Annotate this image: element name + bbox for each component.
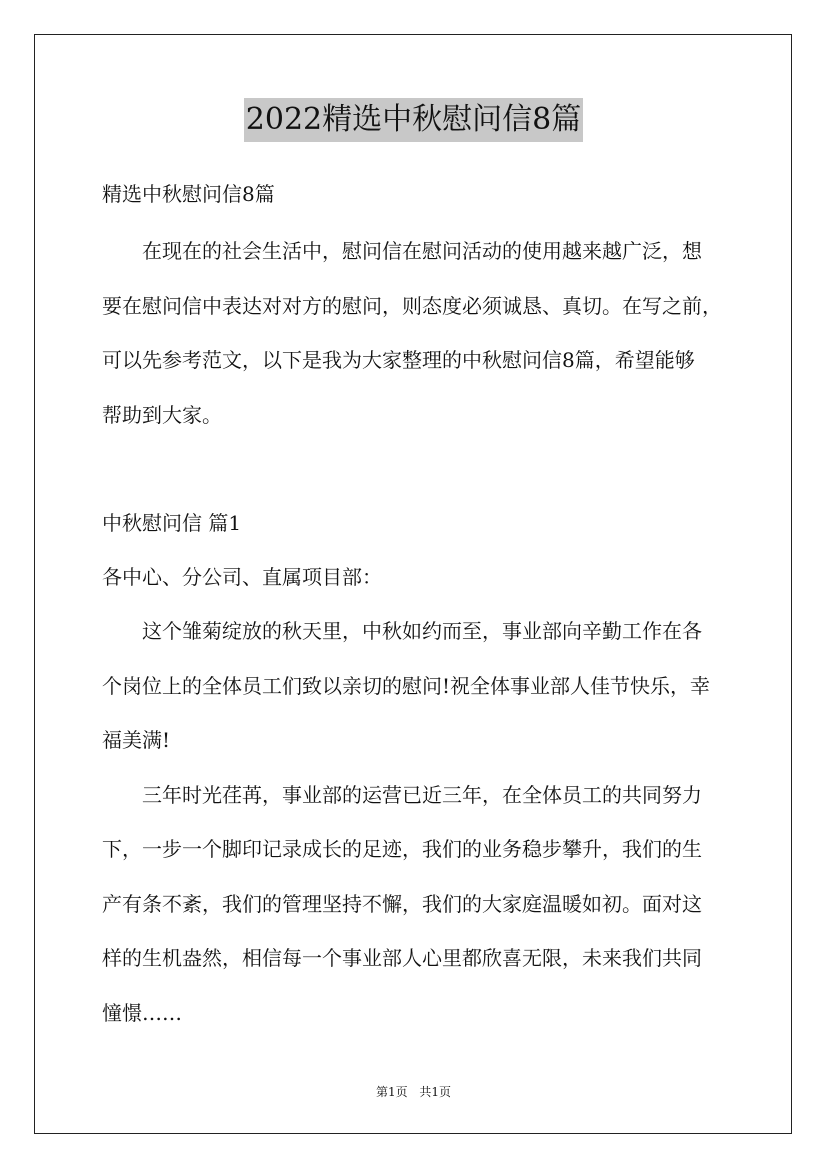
- document-body: [102, 164, 742, 1040]
- intro-line: 可以先参考范文，以下是我为大家整理的中秋慰问信8篇，希望能够: [102, 348, 695, 372]
- intro-line: 要在慰问信中表达对对方的慰问，则态度必须诚恳、真切。在写之前，: [102, 293, 722, 318]
- paragraph-line: 这个雏菊绽放的秋天里，中秋如约而至，事业部向辛勤工作在各: [142, 619, 702, 643]
- page-number-total: 共1页: [419, 1085, 452, 1099]
- document-subtitle: 精选中秋慰问信8篇: [102, 182, 275, 206]
- paragraph-line: 三年时光荏苒，事业部的运营已近三年，在全体员工的共同努力: [142, 782, 702, 807]
- paragraph-line: 样的生机盎然，相信每一个事业部人心里都欣喜无限，未来我们共同: [102, 946, 702, 970]
- addressee: 各中心、分公司、直属项目部：: [102, 565, 382, 589]
- paragraph-line: 产有条不紊，我们的管理坚持不懈，我们的大家庭温暖如初。面对这: [102, 891, 702, 916]
- paragraph-line: 憧憬……: [102, 1000, 182, 1025]
- intro-line: 帮助到大家。: [102, 402, 222, 427]
- blank-line: [102, 442, 742, 496]
- paragraph-line: 个岗位上的全体员工们致以亲切的慰问!祝全体事业部人佳节快乐，幸: [102, 673, 711, 698]
- intro-paragraph: [102, 224, 742, 442]
- page-number-current: 第1页: [375, 1085, 408, 1099]
- section-heading: 中秋慰问信 篇1: [102, 511, 242, 535]
- intro-line: 在现在的社会生活中，慰问信在慰问活动的使用越来越广泛，想: [142, 239, 702, 263]
- body-paragraph-1: [102, 604, 742, 768]
- paragraph-line: 福美满!: [102, 728, 171, 752]
- paragraph-line: 下，一步一个脚印记录成长的足迹，我们的业务稳步攀升，我们的生: [102, 837, 702, 861]
- body-paragraph-2: [102, 768, 742, 1041]
- page-footer: [0, 1083, 827, 1100]
- document-title: 2022精选中秋慰问信8篇: [244, 98, 583, 142]
- title-container: [0, 98, 827, 142]
